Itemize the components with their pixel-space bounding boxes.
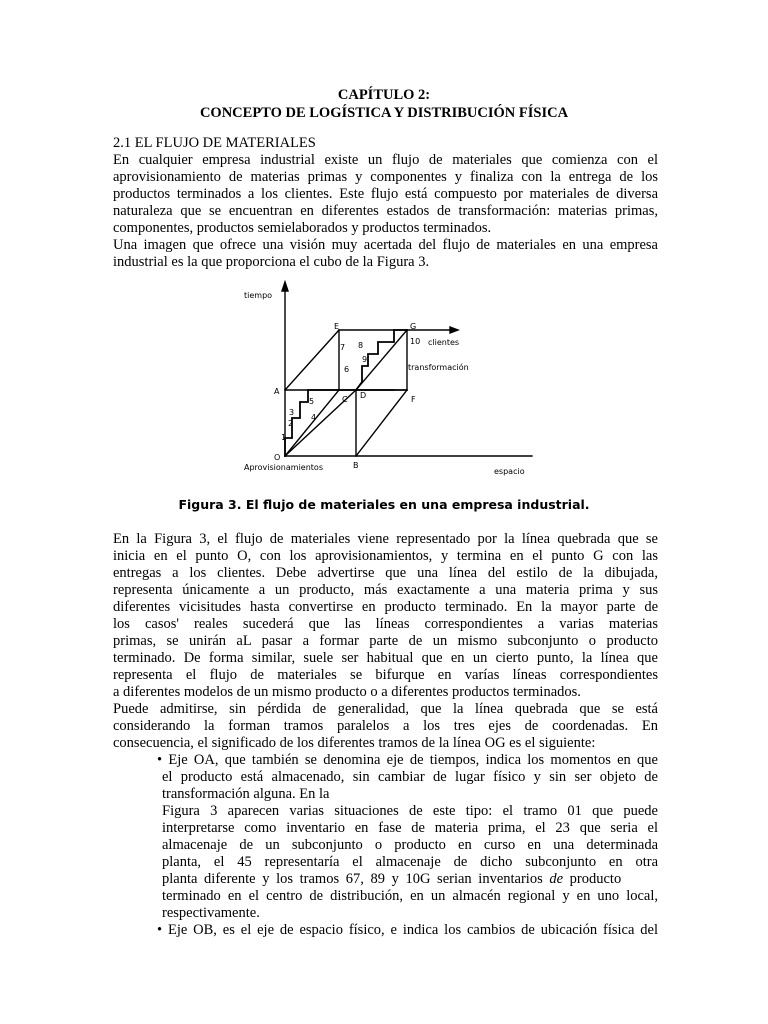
text-line: interpretarse como inventario en fase de materia prima, el 23 que seria el — [162, 820, 658, 836]
text-line: consecuencia, el significado de los diferentes tramos de la línea OG es el siguiente: — [113, 735, 596, 751]
label-2: 2 — [288, 419, 294, 428]
label-7: 7 — [340, 343, 346, 352]
flow-line — [285, 330, 407, 456]
label-O: O — [274, 453, 281, 462]
text-line: representa el flujo de materiales se bifurque en varías líneas correspondientes — [113, 667, 658, 683]
text-line: terminado en el centro de distribución, en un almacén regional y en uno local, — [162, 888, 658, 904]
figure-caption: Figura 3. El flujo de materiales en una empresa industrial. — [178, 497, 590, 512]
text-line: Una imagen que ofrece una visión muy acertada del flujo de materiales en una empresa — [113, 237, 658, 253]
text-line: considerando la forman tramos paralelos a los tres ejes de coordenadas. En — [113, 718, 658, 734]
text-line: diferentes vicisitudes hasta convertirse en producto terminado. En la mayor parte de — [113, 599, 658, 615]
label-6: 6 — [344, 365, 350, 374]
text-line: primas, se unirán aL pasar a formar parte de un mismo subconjunto o producto — [113, 633, 658, 649]
label-A: A — [274, 387, 280, 396]
label-3: 3 — [289, 408, 295, 417]
label-E: E — [334, 322, 340, 331]
text-line: componentes, productos semielaborados y productos terminados. — [113, 220, 492, 236]
text-line: industrial es la que proporciona el cubo de la Figura 3. — [113, 254, 430, 270]
text-line: transformación alguna. En la — [162, 786, 330, 802]
text-line: aprovisionamiento de materias primas y componentes y finaliza con la entrega de los — [113, 169, 658, 185]
label-5: 5 — [309, 397, 315, 406]
label-F: F — [411, 395, 416, 404]
text-line: representa únicamente a un producto, más exactamente a una materia prima y sus — [113, 582, 658, 598]
label-1: 1 — [281, 433, 287, 442]
text-line: planta, el 45 representaría el almacenaje de dicho subconjunto en otra — [162, 854, 658, 870]
text-line — [162, 871, 621, 888]
text-span: planta diferente y los tramos 67, 89 y 10G serian inventarios — [162, 871, 550, 887]
text-line: Puede admitirse, sin pérdida de generalidad, que la línea quebrada que se está — [113, 701, 658, 717]
text-line: En cualquier empresa industrial existe un flujo de materiales que comienza con el — [113, 152, 658, 168]
chapter-number: CAPÍTULO 2: — [337, 87, 431, 103]
text-line: En la Figura 3, el flujo de materiales viene representado por la línea quebrada que se — [113, 531, 658, 547]
text-span: producto — [563, 871, 622, 887]
chapter-title: CONCEPTO DE LOGÍSTICA Y DISTRIBUCIÓN FÍSICA — [199, 105, 569, 121]
figure-3-cube-diagram — [232, 278, 602, 478]
text-line: Figura 3 aparecen varias situaciones de este tipo: el tramo 01 que puede — [162, 803, 658, 819]
list-item: • Eje OA, que también se denomina eje de tiempos, indica los momentos en que — [157, 752, 658, 768]
label-8: 8 — [358, 341, 364, 350]
section-heading: 2.1 EL FLUJO DE MATERIALES — [113, 135, 316, 151]
label-4: 4 — [311, 413, 317, 422]
label-espacio: espacio — [494, 467, 525, 476]
label-tiempo: tiempo — [244, 291, 273, 300]
list-item: • Eje OB, es el eje de espacio físico, e indica los cambios de ubicación física del — [157, 922, 658, 938]
cube-edge — [285, 330, 339, 390]
italic-word: de — [549, 871, 564, 887]
text-line: respectivamente. — [162, 905, 260, 921]
label-clientes: clientes — [428, 338, 460, 347]
text-line: los casos' reales sucederá que las líneas correspondientes a varias materias — [113, 616, 658, 632]
text-line: productos terminados a los clientes. Este flujo está compuesto por materiales de diversa — [113, 186, 658, 202]
label-transformacion: transformación — [408, 363, 469, 372]
label-B: B — [353, 461, 359, 470]
text-line: a diferentes modelos de un mismo producto o a diferentes productos terminados. — [113, 684, 581, 700]
label-aprovisionamientos: Aprovisionamientos — [244, 463, 323, 472]
text-line: inicia en el punto O, con los aprovisionamientos, y termina en el punto G con las — [113, 548, 658, 564]
time-axis-arrow — [282, 282, 288, 291]
label-G: G — [410, 322, 417, 331]
text-line: naturaleza que se encuentran en diferentes estados de transformación: materias primas, — [113, 203, 658, 219]
label-C: C — [342, 395, 348, 404]
label-10: 10 — [410, 337, 421, 346]
label-D: D — [360, 391, 367, 400]
text-line: el producto está almacenado, sin cambiar de lugar físico y sin ser objeto de — [162, 769, 658, 785]
text-line: terminado. De forma similar, suele ser habitual que en un cierto punto, la línea que — [113, 650, 658, 666]
text-line: almacenaje de un subconjunto o producto en curso en una determinada — [162, 837, 658, 853]
text-line: entregas a los clientes. Debe advertirse que una línea del estilo de la dibujada, — [113, 565, 658, 581]
label-9: 9 — [362, 355, 368, 364]
